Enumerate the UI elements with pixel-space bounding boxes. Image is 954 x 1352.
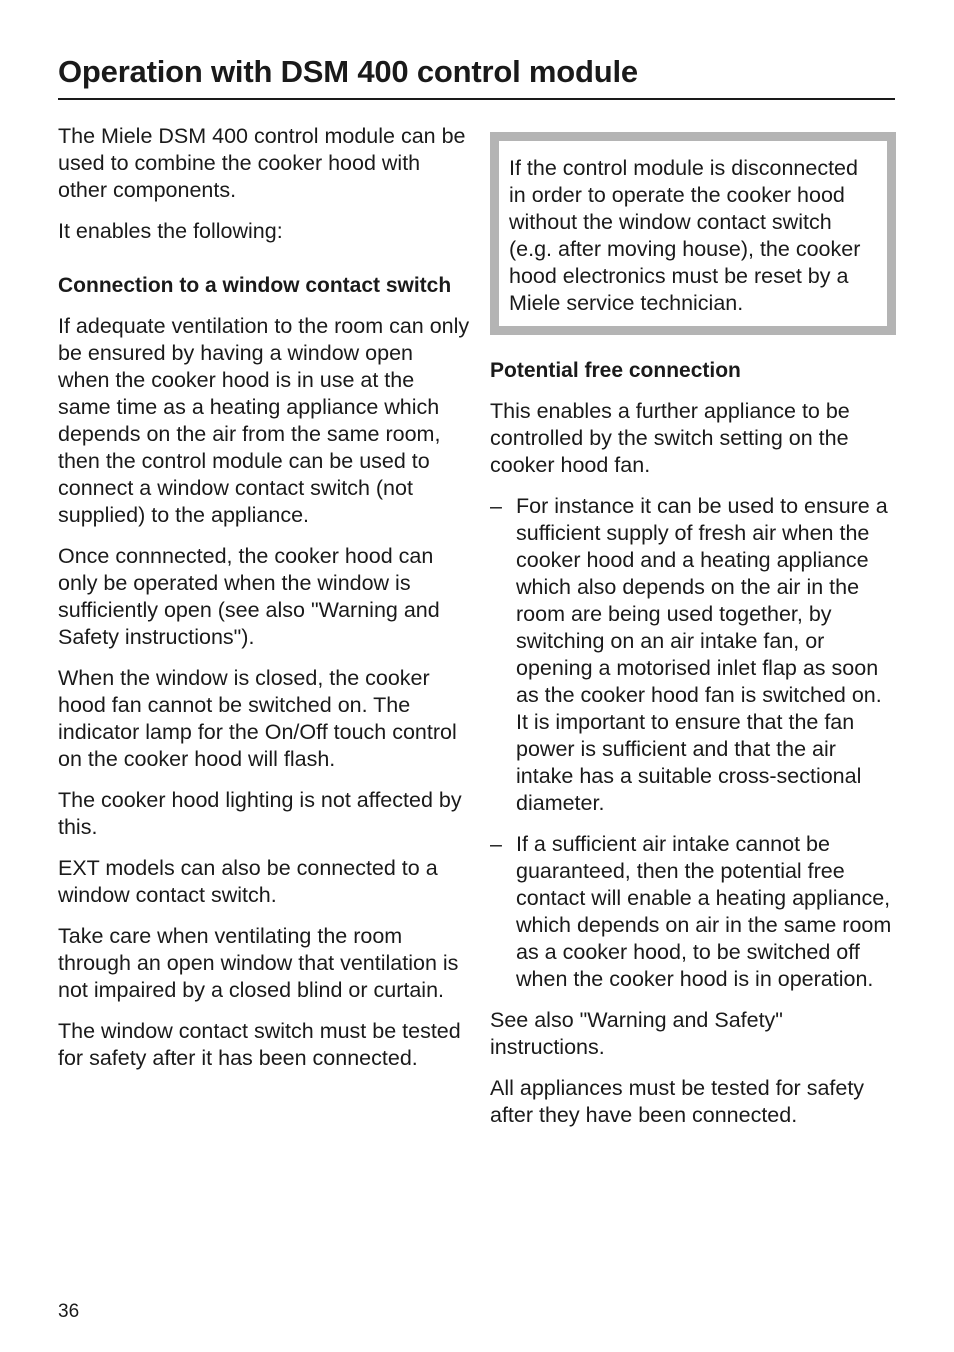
body-paragraph: The cooker hood lighting is not affected by this. <box>58 788 462 839</box>
left-column <box>58 123 470 1086</box>
body-paragraph: Take care when ventilating the room through an open window that ventilation is not impaired by a closed blind or curtain. <box>58 924 459 1002</box>
list-item <box>490 831 898 993</box>
section-intro: This enables a further appliance to be controlled by the switch setting on the cooker hood fan. <box>490 399 850 477</box>
body-paragraph: The window contact switch must be tested for safety after it has been connected. <box>58 1019 461 1070</box>
right-column <box>490 123 898 1143</box>
enables-paragraph: It enables the following: <box>58 219 283 243</box>
see-also-paragraph: See also "Warning and Safety" instructions. <box>490 1008 783 1059</box>
bullet-list <box>490 493 898 993</box>
list-item-continuation: It is important to ensure that the fan power is sufficient and that the air intake has a suitable cross-sectional diameter. <box>516 710 862 815</box>
list-item-text: For instance it can be used to ensure a sufficient supply of fresh air when the cooker hood and a heating appliance which also depends on the air in the room are being used together, by switching on an air intake fan, or opening a motorised inlet flap as soon as the cooker hood fan is switched on. <box>516 494 888 707</box>
body-paragraph: EXT models can also be connected to a window contact switch. <box>58 856 438 907</box>
intro-paragraph: The Miele DSM 400 control module can be used to combine the cooker hood with other components. <box>58 124 466 202</box>
page-number: 36 <box>58 1301 80 1322</box>
body-paragraph: When the window is closed, the cooker hood fan cannot be switched on. The indicator lamp for the On/Off touch control on the cooker hood will flash. <box>58 666 457 771</box>
section-heading-potential-free: Potential free connection <box>490 359 741 382</box>
list-item <box>490 493 898 817</box>
notice-text: If the control module is disconnected in order to operate the cooker hood without the window contact switch (e.g. after moving house), the cooker hood electronics must be reset by a Miele service technician. <box>509 156 861 315</box>
section-heading-window-contact: Connection to a window contact switch <box>58 274 452 297</box>
notice-box <box>490 132 896 335</box>
dash-marker: – <box>490 832 502 856</box>
body-paragraph: If adequate ventilation to the room can only be ensured by having a window open when the cooker hood is in use at the same time as a heating appliance which depends on the air from the same room, then the control module can be used to connect a window contact switch (not supplied) to the appliance. <box>58 314 470 527</box>
closing-paragraph: All appliances must be tested for safety after they have been connected. <box>490 1076 865 1127</box>
list-item-text: If a sufficient air intake cannot be guaranteed, then the potential free contact will enable a heating appliance, which depends on air in the same room as a cooker hood, to be switched off when the cooker hood is in operation. <box>516 832 892 991</box>
page-title: Operation with DSM 400 control module <box>58 54 638 89</box>
body-paragraph: Once connnected, the cooker hood can only be operated when the window is sufficiently open (see also "Warning and Safety instructions"). <box>58 544 440 649</box>
title-divider <box>58 98 895 100</box>
dash-marker: – <box>490 494 502 518</box>
